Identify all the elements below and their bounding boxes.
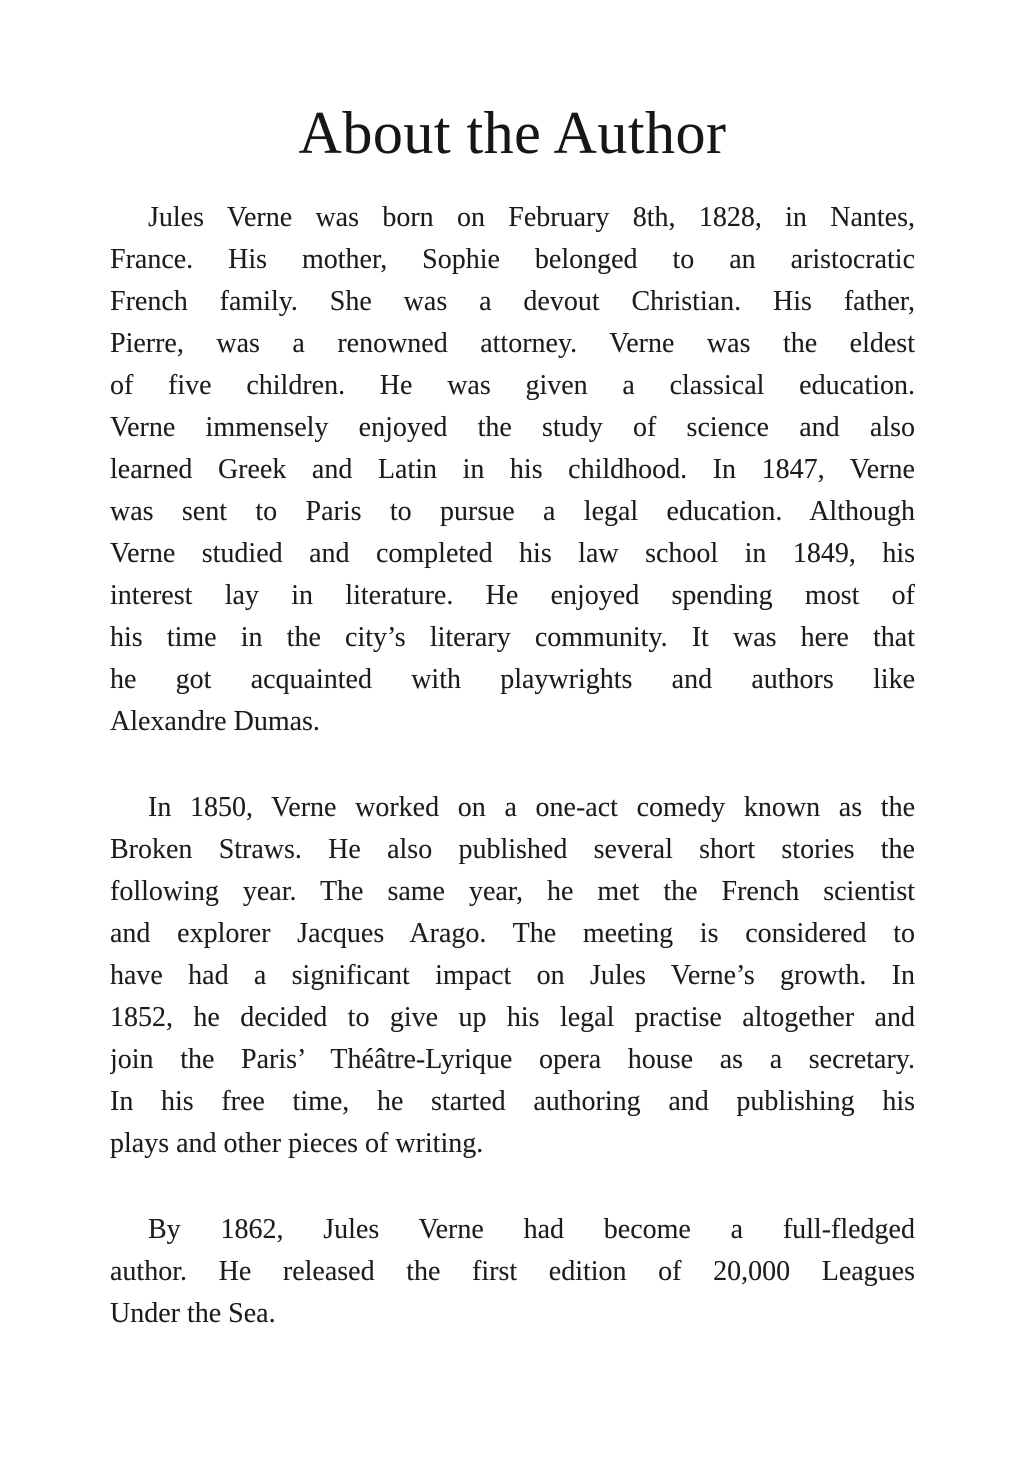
text-line: have had a significant impact on Jules Verne’s growth. In	[110, 960, 915, 991]
text-line: join the Paris’ Théâtre-Lyrique opera house as a secretary.	[110, 1044, 915, 1075]
text-line: following year. The same year, he met the French scientist	[110, 876, 915, 907]
text-line: Verne immensely enjoyed the study of science and also	[110, 412, 915, 443]
text-line: In 1850, Verne worked on a one-act comedy known as the	[148, 792, 915, 823]
text-line: of five children. He was given a classical education.	[110, 370, 915, 401]
paragraph-1	[110, 197, 915, 743]
text-line: French family. She was a devout Christian. His father,	[110, 286, 915, 317]
text-line: interest lay in literature. He enjoyed spending most of	[110, 580, 915, 611]
text-line: 1852, he decided to give up his legal practise altogether and	[110, 1002, 915, 1033]
paragraph-2	[110, 787, 915, 1165]
text-line: he got acquainted with playwrights and authors like	[110, 664, 915, 695]
page-title: About the Author	[298, 100, 727, 166]
text-line: learned Greek and Latin in his childhood. In 1847, Verne	[110, 454, 915, 485]
text-line: and explorer Jacques Arago. The meeting is considered to	[110, 918, 915, 949]
text-line: By 1862, Jules Verne had become a full-fledged	[148, 1214, 915, 1245]
text-line: Verne studied and completed his law school in 1849, his	[110, 538, 915, 569]
text-line: plays and other pieces of writing.	[110, 1128, 484, 1159]
text-line: Alexandre Dumas.	[110, 706, 320, 737]
text-line: Pierre, was a renowned attorney. Verne was the eldest	[110, 328, 915, 359]
paragraph-3	[110, 1209, 915, 1335]
text-line: Jules Verne was born on February 8th, 1828, in Nantes,	[148, 202, 915, 233]
text-line: Broken Straws. He also published several short stories the	[110, 834, 915, 865]
text-line: author. He released the first edition of 20,000 Leagues	[110, 1256, 915, 1287]
text-line: Under the Sea.	[110, 1298, 276, 1329]
text-line: In his free time, he started authoring and publishing his	[110, 1086, 915, 1117]
text-line: his time in the city’s literary community. It was here that	[110, 622, 915, 653]
text-line: France. His mother, Sophie belonged to an aristocratic	[110, 244, 915, 275]
text-line: was sent to Paris to pursue a legal education. Although	[110, 496, 915, 527]
